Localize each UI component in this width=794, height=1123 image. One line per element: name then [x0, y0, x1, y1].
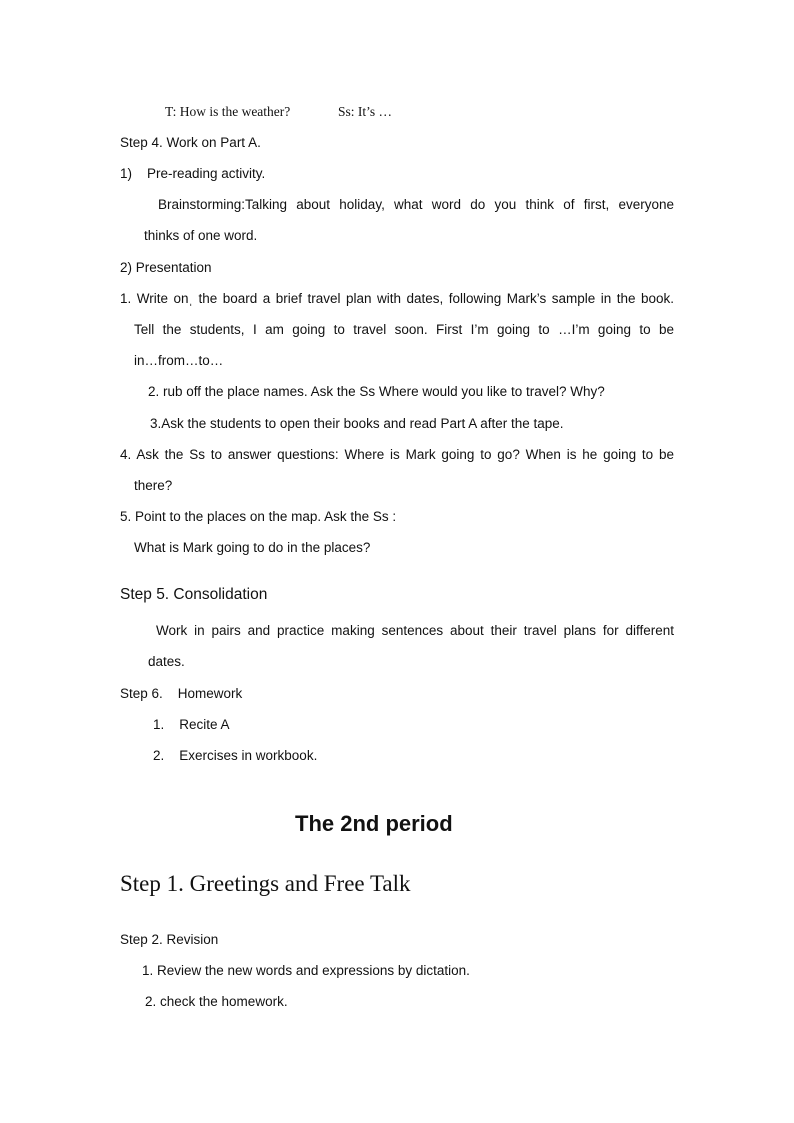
pairs-paragraph-line-1: Work in pairs and practice making sentences about their travel plans for different — [156, 623, 674, 638]
item5-line-2: What is Mark going to do in the places? — [134, 540, 371, 555]
step1-heading: Step 1. Greetings and Free Talk — [120, 871, 411, 896]
step5-heading: Step 5. Consolidation — [120, 586, 268, 603]
pairs-paragraph-line-2: dates. — [148, 654, 185, 669]
item1-line-3: in…from…to… — [134, 353, 224, 368]
brainstorm-paragraph-line-1: Brainstorming:Talking about holiday, what word do you think of first, everyone — [158, 197, 674, 212]
presentation-heading: 2) Presentation — [120, 260, 212, 275]
step6-heading: Step 6. Homework — [120, 686, 243, 701]
brainstorm-paragraph-line-2: thinks of one word. — [144, 228, 258, 243]
item1-line-2: Tell the students, I am going to travel soon. First I’m going to …I’m going to be — [134, 322, 674, 337]
pre-reading-item: 1) Pre-reading activity. — [120, 166, 266, 181]
item4-line-2: there? — [134, 478, 173, 493]
revision-item-1: 1. Review the new words and expressions by dictation. — [142, 963, 470, 978]
step2-heading: Step 2. Revision — [120, 932, 219, 947]
step4-heading: Step 4. Work on Part A. — [120, 135, 261, 150]
homework-item-2: 2. Exercises in workbook. — [153, 748, 318, 763]
item1-line-1: 1. Write onˌ the board a brief travel plan with dates, following Mark’s sample in the book. — [120, 291, 674, 306]
period-title: The 2nd period — [295, 811, 453, 836]
item3-line: 3.Ask the students to open their books and read Part A after the tape. — [150, 416, 564, 431]
weather-students-line: Ss: It’s … — [338, 104, 393, 119]
item2-line: 2. rub off the place names. Ask the Ss Where would you like to travel? Why? — [148, 384, 605, 399]
homework-item-1: 1. Recite A — [153, 717, 230, 732]
revision-item-2: 2. check the homework. — [145, 994, 288, 1009]
weather-teacher-line: T: How is the weather? — [165, 104, 291, 119]
item4-line-1: 4. Ask the Ss to answer questions: Where is Mark going to go? When is he going to be — [120, 447, 674, 462]
item5-line-1: 5. Point to the places on the map. Ask the Ss : — [120, 509, 397, 524]
